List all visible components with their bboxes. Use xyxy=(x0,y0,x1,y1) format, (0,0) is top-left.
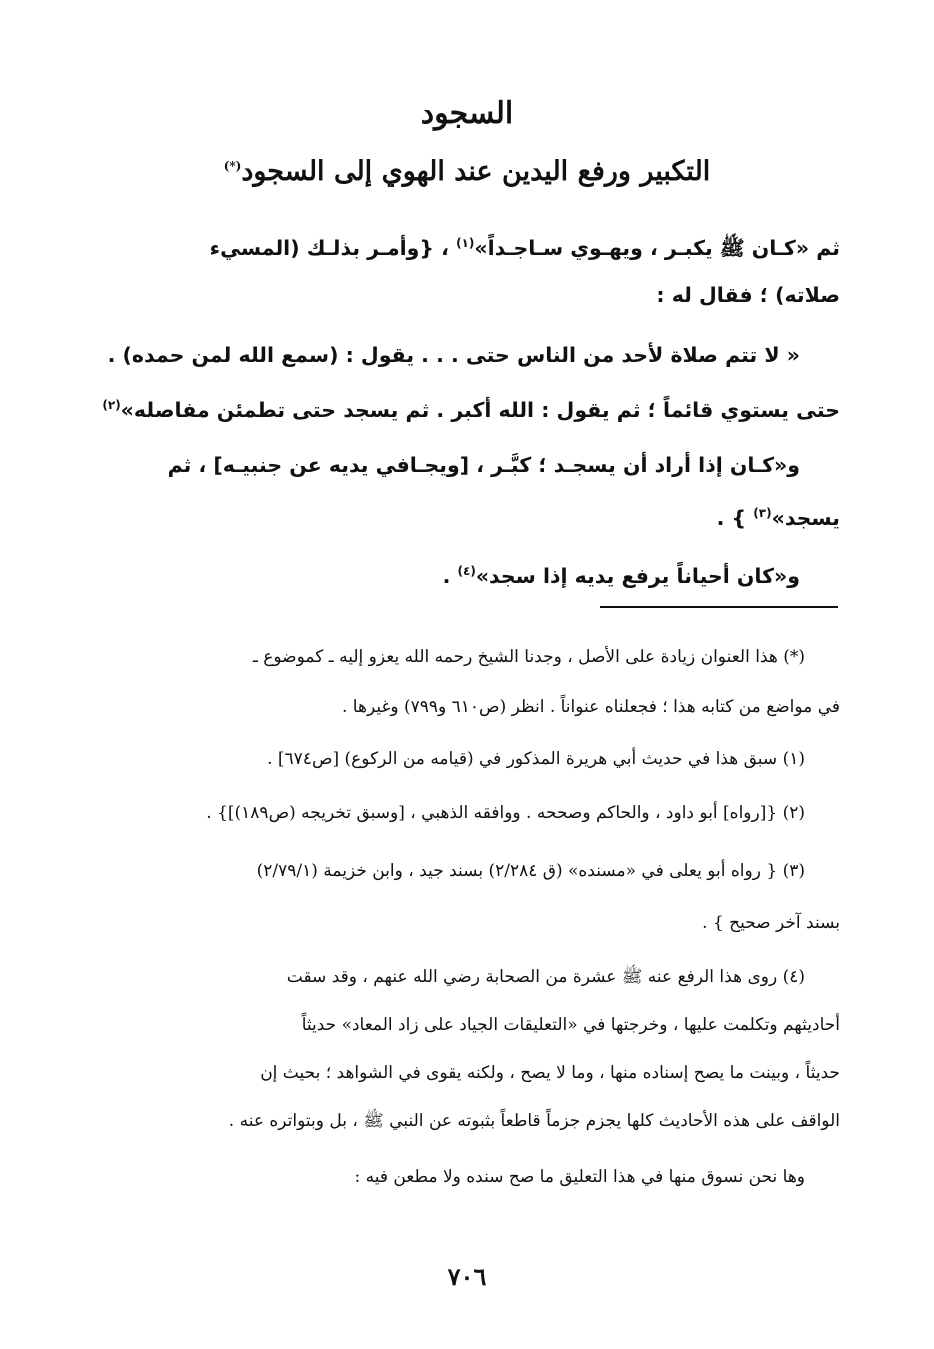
chapter-title: السجود xyxy=(420,96,514,131)
body-text: ثم «كـان ﷺ يكبـر ، ويهـوي سـاجـداً» xyxy=(474,235,840,260)
footnote-ref-1: (١) xyxy=(456,236,475,250)
body-text: . xyxy=(442,563,451,588)
footnote-star-line-1: (*) هذا العنوان زيادة على الأصل ، وجدنا الشيخ رحمه الله يعزو إليه ـ كموضوع ـ xyxy=(252,647,805,667)
footnote-4-line-1: (٤) روى هذا الرفع عنه ﷺ عشرة من الصحابة رضي الله عنهم ، وقد سقت xyxy=(286,967,805,987)
section-title-footnote-mark: (*) xyxy=(223,159,242,173)
footnote-3-line-1: (٣) { رواه أبو يعلى في «مسنده» (ق ٢/٢٨٤) بسند جيد ، وابن خزيمة (٢/٧٩/١) xyxy=(256,861,805,881)
body-paragraph-4-line-1 xyxy=(100,556,800,591)
body-text: } . xyxy=(716,505,747,530)
body-paragraph-1-line-1 xyxy=(100,228,840,263)
footnote-4-line-3: حديثاً ، وبينت ما يصح إسناده منها ، وما لا يصح ، ولكنه يقوى في الشواهد ؛ بحيث إن xyxy=(260,1063,840,1083)
body-text: يسجد» xyxy=(771,505,840,530)
footnote-2: (٢) {[رواه] أبو داود ، والحاكم وصححه . ووافقه الذهبي ، [وسبق تخريجه (ص١٨٩)]} . xyxy=(206,803,805,823)
page-number: ٧٠٦ xyxy=(447,1262,487,1291)
footnote-ref-3: (٣) xyxy=(753,506,772,520)
footnote-divider xyxy=(600,606,838,608)
body-paragraph-2-line-2 xyxy=(100,390,840,425)
body-paragraph-2-line-1: « لا تتم صلاة لأحد من الناس حتى . . . يقول : (سمع الله لمن حمده) . xyxy=(107,343,800,367)
footnote-ref-2: (٢) xyxy=(102,398,121,412)
footnote-star-line-2: في مواضع من كتابه هذا ؛ فجعلناه عنواناً . انظر (ص٦١٠ و٧٩٩) وغيرها . xyxy=(342,697,840,717)
section-title xyxy=(0,156,934,187)
body-text: ، {وأمـر بذلـك (المسيء xyxy=(209,235,449,260)
section-title-text: التكبير ورفع اليدين عند الهوي إلى السجود xyxy=(241,156,711,187)
body-paragraph-3-line-1: و«كـان إذا أراد أن يسجـد ؛ كبَّـر ، [ويجـافي يديه عن جنبيـه] ، ثم xyxy=(167,453,800,477)
footnote-1: (١) سبق هذا في حديث أبي هريرة المذكور في (قيامه من الركوع) [ص٦٧٤] . xyxy=(267,749,805,769)
footnote-4-line-4: الواقف على هذه الأحاديث كلها يجزم جزماً قاطعاً بثبوته عن النبي ﷺ ، بل وبتواتره عنه . xyxy=(228,1111,840,1131)
body-text: حتى يستوي قائماً ؛ ثم يقول : الله أكبر . ثم يسجد حتى تطمئن مفاصله» xyxy=(120,397,840,422)
footnote-4-line-2: أحاديثهم وتكلمت عليها ، وخرجتها في «التعليقات الجياد على زاد المعاد» حديثاً xyxy=(301,1015,840,1035)
footnote-ref-4: (٤) xyxy=(457,564,476,578)
footnote-4-line-5: وها نحن نسوق منها في هذا التعليق ما صح سنده ولا مطعن فيه : xyxy=(354,1167,805,1187)
footnote-3-line-2: بسند آخر صحيح } . xyxy=(702,913,840,933)
body-paragraph-3-line-2 xyxy=(100,498,840,533)
body-text: و«كان أحياناً يرفع يديه إذا سجد» xyxy=(475,563,800,588)
body-paragraph-1-line-2: صلاته) ؛ فقال له : xyxy=(656,283,840,307)
